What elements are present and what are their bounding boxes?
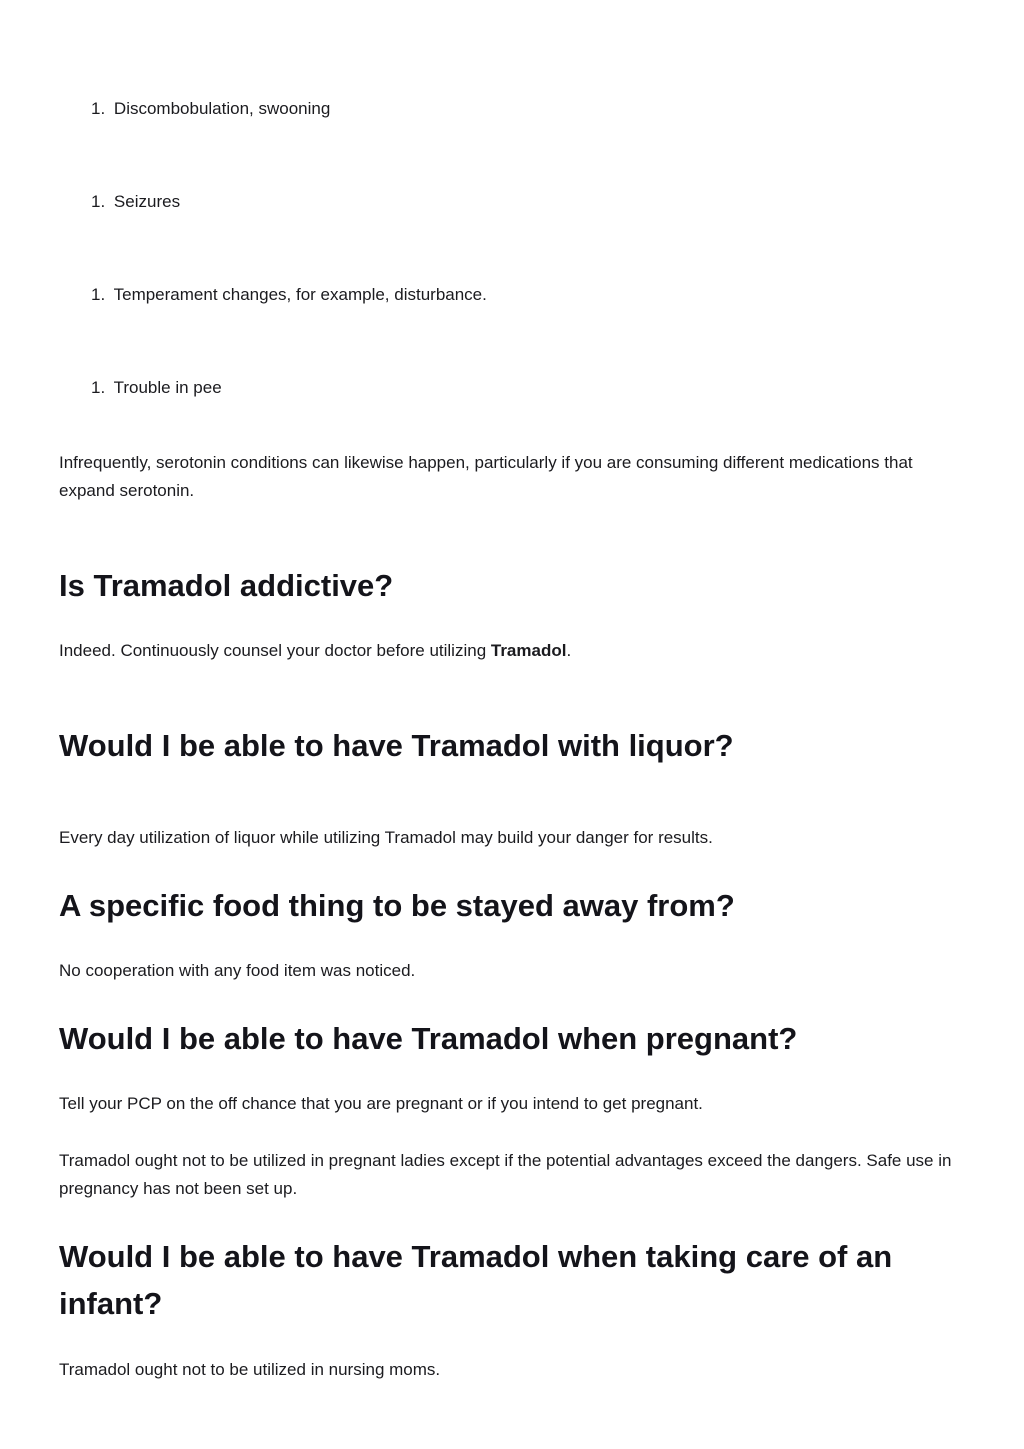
heading-infant: Would I be able to have Tramadol when taking care of an infant?	[59, 1239, 893, 1321]
heading-pregnant: Would I be able to have Tramadol when pregnant?	[59, 1021, 798, 1056]
list-item-number: 1.	[91, 285, 106, 304]
list-item-number: 1.	[91, 99, 106, 118]
addictive-paragraph	[59, 637, 969, 665]
addictive-bold-term: Tramadol	[490, 641, 567, 660]
addictive-text: Indeed. Continuously counsel your doctor before utilizing	[59, 641, 491, 660]
list-item	[91, 98, 330, 120]
list-item-text: Trouble in pee	[113, 378, 222, 397]
infant-paragraph: Tramadol ought not to be utilized in nursing moms.	[59, 1360, 441, 1379]
list-item-number: 1.	[91, 378, 106, 397]
pregnant-paragraph-1: Tell your PCP on the off chance that you are pregnant or if you intend to get pregnant.	[59, 1094, 703, 1113]
food-paragraph: No cooperation with any food item was noticed.	[59, 961, 416, 980]
heading-food: A specific food thing to be stayed away from?	[59, 888, 735, 923]
list-item	[91, 191, 180, 213]
heading-liquor: Would I be able to have Tramadol with liquor?	[59, 728, 734, 763]
list-item	[91, 284, 487, 306]
list-item	[91, 377, 222, 399]
heading-addictive: Is Tramadol addictive?	[59, 568, 394, 603]
addictive-text-end: .	[566, 641, 572, 660]
list-item-text: Temperament changes, for example, disturbance.	[113, 285, 487, 304]
list-item-text: Discombobulation, swooning	[113, 99, 331, 118]
list-item-number: 1.	[91, 192, 106, 211]
liquor-paragraph: Every day utilization of liquor while utilizing Tramadol may build your danger for results.	[59, 828, 713, 847]
list-item-text: Seizures	[113, 192, 181, 211]
serotonin-paragraph: Infrequently, serotonin conditions can likewise happen, particularly if you are consuming different medications that expand serotonin.	[59, 453, 913, 500]
pregnant-paragraph-2: Tramadol ought not to be utilized in pregnant ladies except if the potential advantages exceed the dangers. Safe use in pregnancy has not been set up.	[59, 1151, 952, 1198]
